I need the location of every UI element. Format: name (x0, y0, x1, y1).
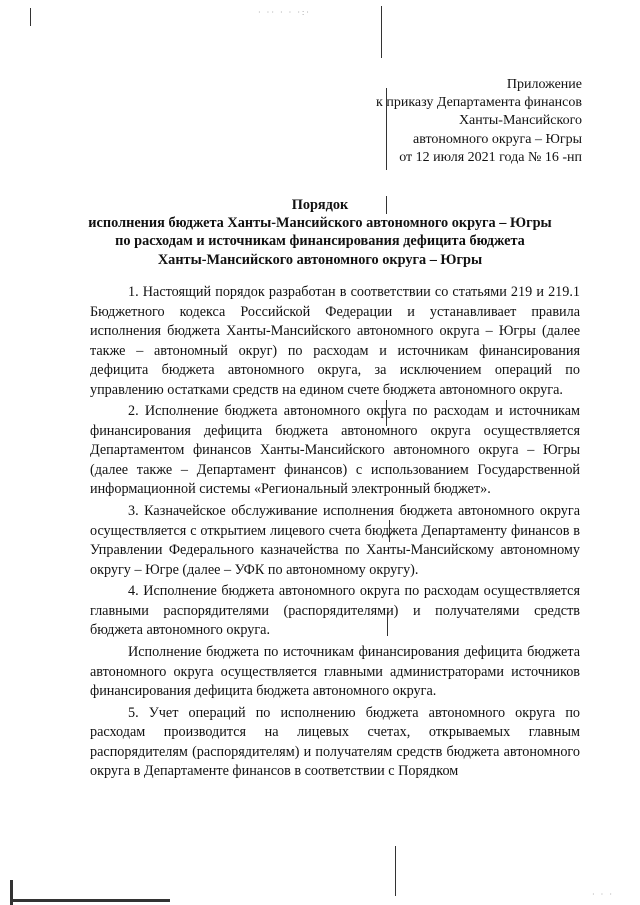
paragraph-4-continued: Исполнение бюджета по источникам финансирования дефицита бюджета автономного округа осуществляется главными администраторами источников финансирования дефицита бюджета автономного округа. (90, 644, 580, 700)
scan-noise-top: · ·· · · ·:· (258, 8, 311, 17)
scan-artifact-bottom-left-horizontal (10, 899, 170, 902)
scan-artifact-top-left (30, 8, 31, 26)
paragraph-1: 1. Настоящий порядок разработан в соответствии со статьями 219 и 219.1 Бюджетного кодекса Российской Федерации и устанавливает правила исполнения бюджета Ханты-Мансийского автономного округа – Югры (далее также – автономный округ) по расходам и источникам финансирования дефицита бюджета автономного округа, за исключением операций по управлению остатками средств на едином счете бюджета автономного округа. (90, 284, 580, 398)
scan-noise-bottom-right: · · · (592, 890, 614, 899)
header-line: Приложение (506, 77, 582, 92)
header-line: от 12 июля 2021 года № 16 -нп (399, 149, 582, 165)
paragraph-4: 4. Исполнение бюджета автономного округа по расходам осуществляется главными распорядителями (распорядителями) и получателями средств бюджета автономного округа. (90, 583, 580, 639)
document-title (60, 196, 580, 269)
paragraph-2: 2. Исполнение бюджета автономного округа по расходам и источникам финансирования дефицита бюджета автономного округа осуществляется Департаментом финансов Ханты-Мансийского автономного округа – Югры (далее также – Департамент финансов) с использованием Государственной информационной системы «Региональный электронный бюджет». (90, 403, 580, 498)
scan-artifact-top-center (381, 6, 382, 58)
title-line: Ханты-Мансийского автономного округа – Югры (157, 251, 483, 268)
title-line: Порядок (291, 197, 349, 213)
title-line: исполнения бюджета Ханты-Мансийского автономного округа – Югры (88, 215, 552, 232)
title-line: по расходам и источникам финансирования дефицита бюджета (115, 233, 525, 250)
header-line: к приказу Департамента финансов (376, 95, 582, 111)
header-line: автономного округа – Югры (413, 131, 582, 147)
scan-artifact-binder-line-6 (395, 846, 396, 896)
appendix-header (282, 76, 582, 167)
paragraph-3: 3. Казначейское обслуживание исполнения бюджета автономного округа осуществляется с открытием лицевого счета бюджета Департаменту финансов в Управлении Федерального казначейства по Ханты-Мансийскому автономному округу – Югре (далее – УФК по автономному округу). (90, 503, 580, 578)
document-body (90, 283, 580, 784)
paragraph-5: 5. Учет операций по исполнению бюджета автономного округа по расходам производится на лицевых счетах, открываемых главным распорядителям (распорядителям) и получателям средств бюджета автономного округа в Департаменте финансов в соответствии с Порядком (90, 704, 580, 780)
header-line: Ханты-Мансийского (458, 113, 582, 129)
